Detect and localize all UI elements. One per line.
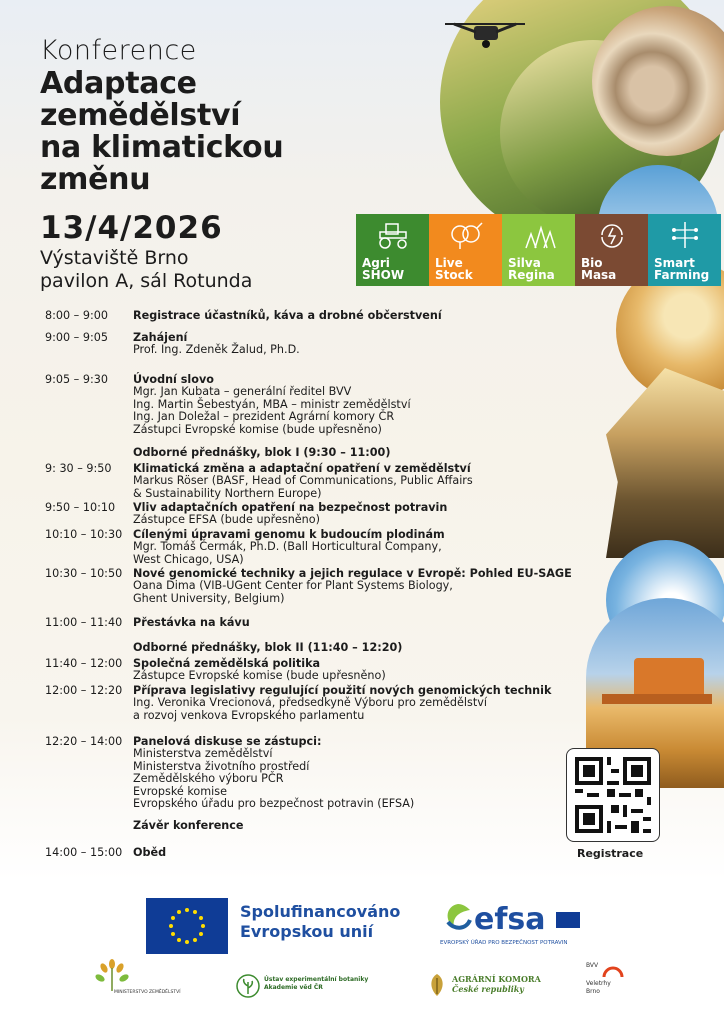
ak-text-line: AGRÁRNÍ KOMORA [452,974,541,984]
schedule-item [45,463,603,500]
venue-line: pavilon A, sál Rotunda [40,270,253,292]
schedule-time: 12:00 – 12:20 [45,684,123,697]
schedule-line: Ing. Martin Šebestyán, MBA – ministr zemědělství [133,397,411,411]
event-venue [40,247,252,293]
schedule-item [45,685,603,722]
eu-text-line: Spolufinancováno [240,902,401,921]
schedule-line: Zahájení [133,331,188,344]
tractor-icon [376,220,410,250]
schedule-block-heading [45,447,603,459]
schedule-time [45,447,133,459]
schedule-line: Mgr. Tomáš Čermák, Ph.D. (Ball Horticultural Company, [133,540,442,554]
harvester-shape [634,658,704,698]
title-block [40,36,370,196]
partner-logos [0,880,724,1024]
ueb-text-line: Akademie věd ČR [264,984,323,991]
schedule-line: Markus Röser (BASF, Head of Communications, Public Affairs [133,474,473,488]
schedule-item [45,847,603,859]
bvv-logo [586,962,636,1012]
tile-label: Silva Regina [508,256,555,282]
qr-code-icon [567,749,659,841]
tile-smart-farming [648,214,721,286]
tile-agri-show [356,214,429,286]
schedule-item [45,736,603,810]
circuit-wheat-icon [668,220,702,250]
schedule-line: Ing. Jan Doležal – prezident Agrární komory ČR [133,410,395,424]
qr-label: Registrace [577,847,644,860]
bvv-text-line: Veletrhy [586,980,611,987]
schedule-item [45,568,603,605]
schedule-line: Oběd [133,846,167,859]
schedule-line: & Sustainability Northern Europe) [133,486,322,500]
schedule-line: Zástupce EFSA (bude upřesněno) [133,513,320,527]
schedule-time: 10:30 – 10:50 [45,567,123,580]
schedule-line: West Chicago, USA) [133,552,244,566]
ak-text-line: České republiky [452,984,524,994]
schedule-line: Oana Dima (VIB-UGent Center for Plant Systems Biology, [133,579,453,593]
tile-silva-regina [502,214,575,286]
schedule-line: Evropského úřadu pro bezpečnost potravin (EFSA) [133,797,415,811]
ueb-text [264,976,368,992]
schedule-line: Registrace účastníků, káva a drobné občerstvení [133,309,442,322]
venue-line: Výstaviště Brno [40,247,189,269]
schedule-line: Panelová diskuse se zástupci: [133,735,322,748]
schedule-item [45,310,603,322]
tile-label: Smart Farming [654,256,710,282]
bvv-text-line: Brno [586,988,600,995]
schedule-item [45,820,603,832]
ministry-logo [92,958,202,1008]
schedule-time: 9:50 – 10:10 [45,501,116,514]
schedule-line: Mgr. Jan Kubata – generální ředitel BVV [133,385,352,399]
efsa-leaf-icon [440,900,476,936]
conference-kicker: Konference [40,35,197,66]
schedule-line: Příprava legislativy regulující použití nových genomických technik [133,684,552,697]
gender-symbols-icon [449,220,483,250]
energy-cycle-icon [595,220,629,250]
tile-label: Live Stock [435,256,473,282]
schedule-item [45,617,603,629]
bvv-text [586,980,611,996]
bvv-brand: BVV [586,962,599,969]
agrarni-komora-emblem-icon [426,972,448,998]
schedule-line: Ing. Veronika Vrecionová, předsedkyně Výboru pro zemědělství [133,696,487,710]
schedule-line: Zemědělského výboru PČR [133,772,284,786]
schedule-block-heading [45,642,603,654]
schedule-line: Klimatická změna a adaptační opatření v zemědělství [133,462,471,475]
title-line: změnu [40,162,151,197]
exhibition-tiles [356,214,721,286]
schedule-time [45,820,133,832]
schedule-line: Cílenými úpravami genomu k budoucím plodinám [133,528,445,541]
ueb-logo [236,972,376,1002]
schedule-time: 12:20 – 14:00 [45,735,123,748]
schedule-line: Ghent University, Belgium) [133,591,285,605]
ministry-wheat-icon [92,958,132,992]
trees-icon [522,220,556,250]
schedule-item [45,502,603,527]
eu-stars-icon [146,898,228,954]
ueb-text-line: Ústav experimentální botaniky [264,976,369,983]
schedule-line: Zástupci Evropské komise (bude upřesněno) [133,422,382,436]
schedule-time [45,642,133,654]
tile-label: Agri SHOW [362,256,405,282]
efsa-eu-flag [556,912,580,928]
schedule-line: Evropské komise [133,784,227,798]
schedule-line: Ministerstva životního prostředí [133,759,310,773]
harvester-header [602,694,712,704]
title-line: na klimatickou [40,130,284,165]
schedule-time: 10:10 – 10:30 [45,528,123,541]
schedule-line: Nové genomické techniky a jejich regulace v Evropě: Pohled EU-SAGE [133,567,572,580]
eu-text-line: Evropskou unií [240,922,374,941]
schedule-line: a rozvoj venkova Evropského parlamentu [133,708,365,722]
title-line: Adaptace [40,66,197,101]
efsa-subtitle: EVROPSKÝ ÚŘAD PRO BEZPEČNOST POTRAVIN [440,940,568,946]
schedule-line: Zástupce Evropské komise (bude upřesněno) [133,669,386,683]
schedule-time: 9: 30 – 9:50 [45,462,112,475]
tile-label: Bio Masa [581,256,617,282]
schedule-time: 9:05 – 9:30 [45,373,108,386]
efsa-logo [440,900,590,960]
drone-icon [440,18,530,58]
efsa-wordmark: efsa [474,902,546,937]
schedule-line: Ministerstva zemědělství [133,747,273,761]
schedule-line: Společná zemědělská politika [133,657,321,670]
ueb-plant-icon [236,974,260,998]
schedule-item [45,332,603,357]
schedule-line: Odborné přednášky, blok II (11:40 – 12:20) [133,641,403,654]
eu-flag-logo [146,898,228,954]
schedule-item [45,658,603,683]
bvv-arc-icon [602,964,624,978]
tile-live-stock [429,214,502,286]
schedule-time: 9:00 – 9:05 [45,331,108,344]
forest-photo [606,368,724,558]
schedule-time: 11:00 – 11:40 [45,616,123,629]
title-line: zemědělství [40,98,241,133]
ministry-text: MINISTERSTVO ZEMĚDĚLSTVÍ [114,990,181,995]
conference-title [40,68,370,196]
schedule-item [45,529,603,566]
schedule-line: Závěr konference [133,819,244,832]
schedule-time: 11:40 – 12:00 [45,657,123,670]
registration-qr-code[interactable] [566,748,660,842]
schedule-line: Odborné přednášky, blok I (9:30 – 11:00) [133,446,391,459]
schedule-item [45,374,603,436]
event-date: 13/4/2026 [40,210,223,246]
agrarni-komora-logo [426,970,546,1002]
schedule-line: Přestávka na kávu [133,616,250,629]
schedule-line: Úvodní slovo [133,373,214,386]
tile-bio-masa [575,214,648,286]
schedule-time: 8:00 – 9:00 [45,309,108,322]
schedule-line: Prof. Ing. Zdeněk Žalud, Ph.D. [133,343,300,357]
schedule-line: Vliv adaptačních opatření na bezpečnost potravin [133,501,448,514]
agrarni-komora-text [452,974,541,994]
schedule-time: 14:00 – 15:00 [45,846,123,859]
eu-cofinanced-text [240,902,400,942]
